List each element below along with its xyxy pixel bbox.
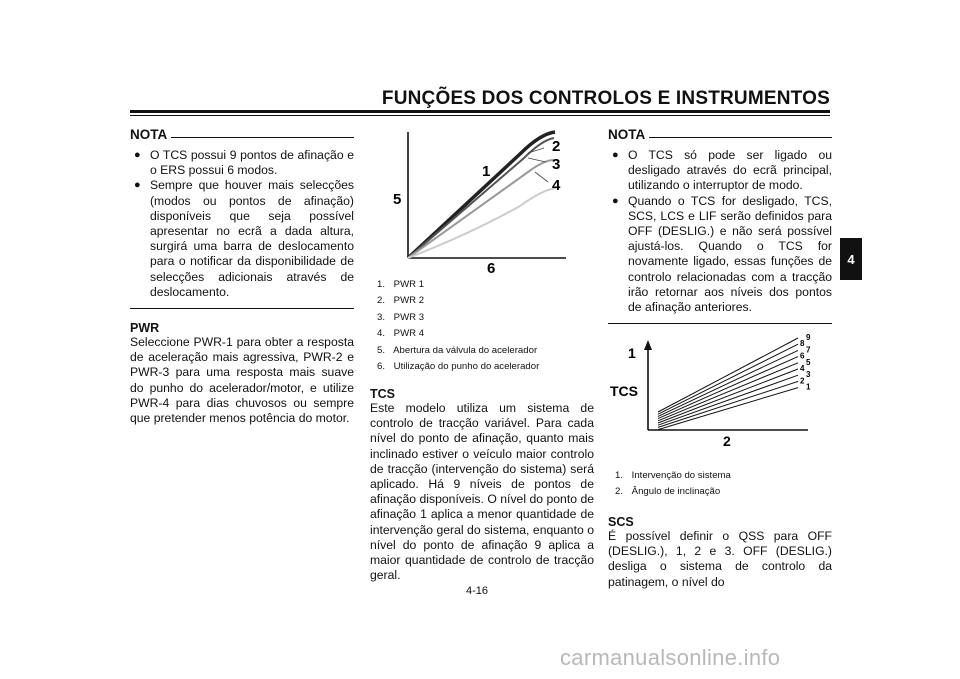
legend-item: 2. Ângulo de inclinação bbox=[615, 486, 721, 498]
tcs-level-line bbox=[658, 338, 798, 412]
pwr-heading: PWR bbox=[130, 321, 160, 336]
tcs-level-line bbox=[658, 375, 798, 425]
note-bullet: ● Quando o TCS for desligado, TCS, SCS, LCS e LIF serão definidos para OFF (DESLIG.) e não será possível ajustá-los. Quando o TCS for novamente ligado, essas funções de controlo relacionadas com a tracção irão retornar aos níveis dos pontos de afinação anteriores. bbox=[608, 194, 832, 316]
tcs-level-label: 3 bbox=[806, 370, 811, 380]
figure-label-1: 1 bbox=[482, 163, 491, 180]
note-bullet-list bbox=[130, 148, 354, 300]
legend-item: 6. Utilização do punho do acelerador bbox=[377, 361, 540, 373]
tcs-level-label: 2 bbox=[800, 376, 805, 386]
figure-label-6: 6 bbox=[487, 260, 496, 277]
note-heading: NOTA bbox=[130, 127, 168, 142]
y-axis-arrow bbox=[644, 340, 652, 350]
tcs-heading: TCS bbox=[370, 387, 395, 401]
page-number: 4-16 bbox=[466, 585, 489, 597]
pwr3-curve bbox=[408, 160, 554, 258]
tcs-level-line bbox=[658, 350, 798, 416]
legend-item: 4. PWR 4 bbox=[377, 328, 425, 340]
chapter-tab: 4 bbox=[840, 238, 862, 280]
note-bullet: ● Sempre que houver mais selecções (modos ou pontos de afinação) disponíveis que seja possível apresentar no ecrã a dada altura, surgirá uma barra de deslocamento para o notificar da disponibilidade de selecções adicionais através de deslocamento. bbox=[130, 178, 354, 300]
tcs-level-label: 1 bbox=[806, 382, 811, 392]
note-bullet-list bbox=[608, 148, 832, 315]
tcs-level-line bbox=[658, 363, 798, 421]
scs-heading: SCS bbox=[608, 515, 634, 529]
header-rule-thick bbox=[130, 110, 830, 113]
right-text bbox=[608, 515, 832, 590]
pwr4-curve bbox=[408, 188, 556, 258]
tcs-level-line bbox=[658, 344, 798, 414]
tcs-level-line bbox=[658, 381, 798, 427]
note-end-rule bbox=[608, 323, 832, 324]
figure-label-1: 1 bbox=[628, 345, 636, 361]
note-heading: NOTA bbox=[608, 127, 646, 142]
tcs-paragraph: Este modelo utiliza um sistema de controlo de tracção variável. Para cada nível do ponto de afinação, quanto mais inclinado estiver o veículo maior controlo de tracção (intervenção do sistema) será aplicado. Há 9 níveis de pontos de afinação disponíveis. O nível do ponto de afinação 1 aplica a menor quantidade de intervenção geral do sistema, enquanto o nível do ponto de afinação 9 aplica a maior quantidade de controlo de tracção geral. bbox=[370, 401, 594, 583]
leader-line bbox=[528, 158, 546, 162]
legend-item: 1. PWR 1 bbox=[377, 279, 425, 290]
pwr-figure-legend bbox=[377, 277, 597, 375]
legend-item: 5. Abertura da válvula do acelerador bbox=[377, 344, 538, 356]
leader-line bbox=[535, 172, 548, 182]
legend-item: 3. PWR 3 bbox=[377, 311, 425, 323]
tcs-level-line bbox=[658, 369, 798, 423]
middle-text bbox=[370, 387, 594, 583]
figure-label-2: 2 bbox=[723, 433, 731, 449]
tcs-level-line bbox=[658, 388, 798, 430]
note-bullet: ● O TCS possui 9 pontos de afinação e o ERS possui 6 modos. bbox=[130, 148, 354, 178]
note-header bbox=[130, 127, 354, 142]
figure-label-3: 3 bbox=[552, 156, 561, 173]
pwr-paragraph: Seleccione PWR-1 para obter a resposta de aceleração mais agressiva, PWR-2 e PWR-3 para uma resposta mais suave do punho do acelerador/motor, e utilize PWR-4 para dias chuvosos ou sempre que pretender menos potência do motor. bbox=[130, 335, 354, 426]
header-rule-thin bbox=[130, 115, 830, 116]
tcs-level-label: 6 bbox=[800, 351, 805, 361]
legend-item: 1. Intervenção do sistema bbox=[615, 470, 731, 481]
figure-label-tcs: TCS bbox=[610, 383, 638, 399]
tcs-level-label: 9 bbox=[806, 333, 811, 342]
figure-label-2: 2 bbox=[552, 138, 561, 155]
leader-line bbox=[528, 148, 544, 153]
note-header bbox=[608, 127, 832, 142]
tcs-level-lines bbox=[658, 333, 811, 430]
tcs-level-label: 5 bbox=[806, 357, 811, 367]
note-bullet: ● O TCS só pode ser ligado ou desligado através do ecrã principal, utilizando o interruptor de modo. bbox=[608, 148, 832, 194]
legend-item: 2. PWR 2 bbox=[377, 295, 425, 307]
tcs-level-line bbox=[658, 357, 798, 419]
page-header-title: FUNÇÕES DOS CONTROLOS E INSTRUMENTOS bbox=[381, 88, 830, 109]
left-column bbox=[130, 127, 354, 426]
note-heading-rule bbox=[171, 137, 354, 138]
note-end-rule bbox=[130, 308, 354, 309]
figure-label-5: 5 bbox=[393, 191, 402, 208]
right-column bbox=[608, 127, 832, 324]
tcs-figure bbox=[608, 326, 828, 452]
watermark: carmanualsonline.info bbox=[560, 645, 781, 670]
note-heading-rule bbox=[649, 137, 832, 138]
figure-label-4: 4 bbox=[552, 177, 561, 194]
tcs-figure-legend bbox=[615, 468, 835, 501]
pwr-figure bbox=[370, 124, 600, 282]
scs-paragraph: É possível definir o QSS para OFF (DESLIG.), 1, 2 e 3. OFF (DESLIG.) desliga o sistema de controlo da patinagem, o nível do bbox=[608, 529, 832, 589]
tcs-level-label: 7 bbox=[806, 345, 811, 355]
tcs-level-label: 4 bbox=[800, 364, 805, 373]
tcs-level-label: 8 bbox=[800, 339, 805, 349]
